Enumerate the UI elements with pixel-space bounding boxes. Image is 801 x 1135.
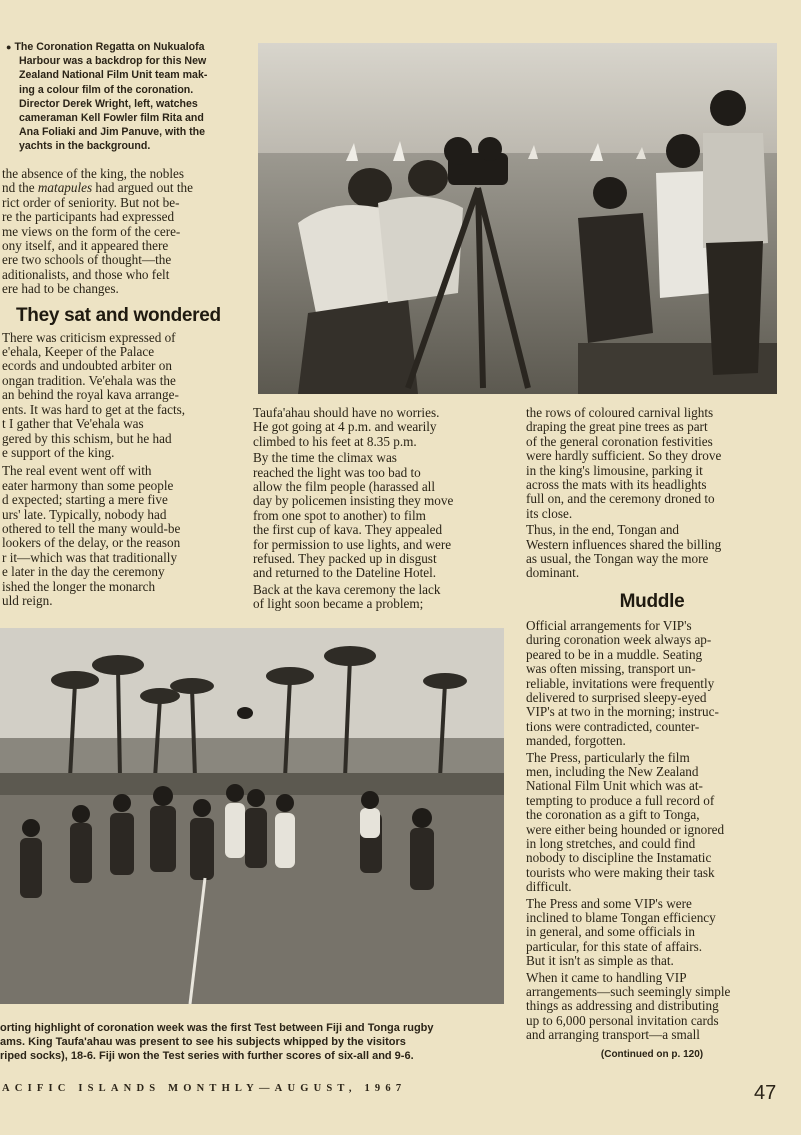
left-paragraph-real-event: The real event went off with eater harmony than some people d expected; starting a mere five urs' late. Typically, nobody had othered to tell the many would-be lookers of the delay, or the reason r it—which was that traditionally e later in the day the ceremony ished the longer the monarch uld reign.	[2, 463, 181, 608]
rugby-photo-caption: orting highlight of coronation week was the first Test between Fiji and Tonga rugby ams. King Taufa'ahau was present to see his subjects whipped by the visitors riped socks), 18-6. Fiji won the Test series with further scores of six-all and 9-6.	[0, 1022, 434, 1062]
continued-note: (Continued on p. 120)	[600, 1048, 704, 1060]
middle-article-column	[253, 406, 506, 612]
left-paragraph-criticism: There was criticism expressed of e'ehala, Keeper of the Palace ecords and undoubted arbiter on ongan tradition. Ve'ehala was the an behind the royal kava arrange- ents. It was hard to get at the facts, t I gather that Ve'ehala was gered by this schism, but he had e support of the king.	[2, 329, 186, 460]
right-paragraph-vip-handling: When it came to handling VIP arrangements—such seemingly simple things as addressing and distributing up to 6,000 personal invitation cards and arranging transport—a small	[526, 969, 731, 1043]
page-number: 47	[754, 1082, 777, 1104]
right-paragraph-thus: Thus, in the end, Tongan and Western influences shared the billing as usual, the Tongan way the more dominant.	[526, 522, 722, 581]
left-intro-paragraph: the absence of the king, the nobles nd the matapules had argued out the rict order of seniority. But not be- re the participants had expressed me views on the form of the cere- ony itself, and it appeared there ere two schools of thought—the aditionalists, and those who felt ere had to be changes.	[2, 166, 193, 297]
rugby-match-photo	[0, 628, 504, 1004]
heading-muddle: Muddle	[619, 590, 685, 612]
middle-paragraph-climax: By the time the climax was reached the light was too bad to allow the film people (harassed all day by policemen insisting they move from one spot to another) to film the first cup of kava. They appealed for permission to use lights, and were refused. They packed up in disgust and returned to the Dateline Hotel.	[253, 450, 454, 581]
rugby-match-illustration	[0, 628, 504, 1004]
right-paragraph-carnival-lights: the rows of coloured carnival lights draping the great pine trees as part of the general coronation festivities were hardly sufficient. So they drove in the king's limousine, parking it across the mats with its headlights full on, and the ceremony droned to its close.	[526, 405, 722, 521]
right-paragraph-official-arrangements: Official arrangements for VIP's during coronation week always ap- peared to be in a muddle. Seating was often missing, transport un- reliable, invitations were frequently delivered to surprised sleepy-eyed VIP's at two in the morning; instruc- tions were contradicted, counter- manded, forgotten.	[526, 617, 719, 749]
right-paragraph-blame: The Press and some VIP's were inclined to blame Tongan efficiency in general, and some officials in particular, for this state of affairs. But it isn't as simple as that.	[526, 895, 716, 969]
film-crew-illustration	[258, 43, 777, 394]
magazine-footer: ACIFIC ISLANDS MONTHLY—AUGUST, 1967	[2, 1083, 407, 1094]
caption-bullet-icon: ●	[6, 42, 12, 52]
right-paragraph-the-press: The Press, particularly the film men, including the New Zealand National Film Unit which was at- tempting to produce a full record of the coronation as a gift to Tonga, were either being hounded or ignored in long stretches, and could find nobody to discipline the Instamatic tourists who were making their task difficult.	[526, 749, 725, 895]
film-crew-photo	[258, 43, 777, 394]
right-article-column	[526, 406, 778, 1060]
middle-paragraph-back-at-kava: Back at the kava ceremony the lack of light soon became a problem;	[253, 581, 441, 612]
heading-they-sat-and-wondered: They sat and wondered	[16, 304, 221, 326]
middle-paragraph-worries: Taufa'ahau should have no worries. He got going at 4 p.m. and wearily climbed to his feet at 8.35 p.m.	[253, 405, 440, 449]
top-photo-caption: ● The Coronation Regatta on Nukualofa Harbour was a backdrop for this New Zealand National Film Unit team mak- ing a colour film of the coronation. Director Derek Wright, left, watches cameraman Kell Fowler film Rita and Ana Foliaki and Jim Panuve, with the yachts in the background.	[6, 41, 208, 153]
left-article-column	[2, 167, 237, 608]
